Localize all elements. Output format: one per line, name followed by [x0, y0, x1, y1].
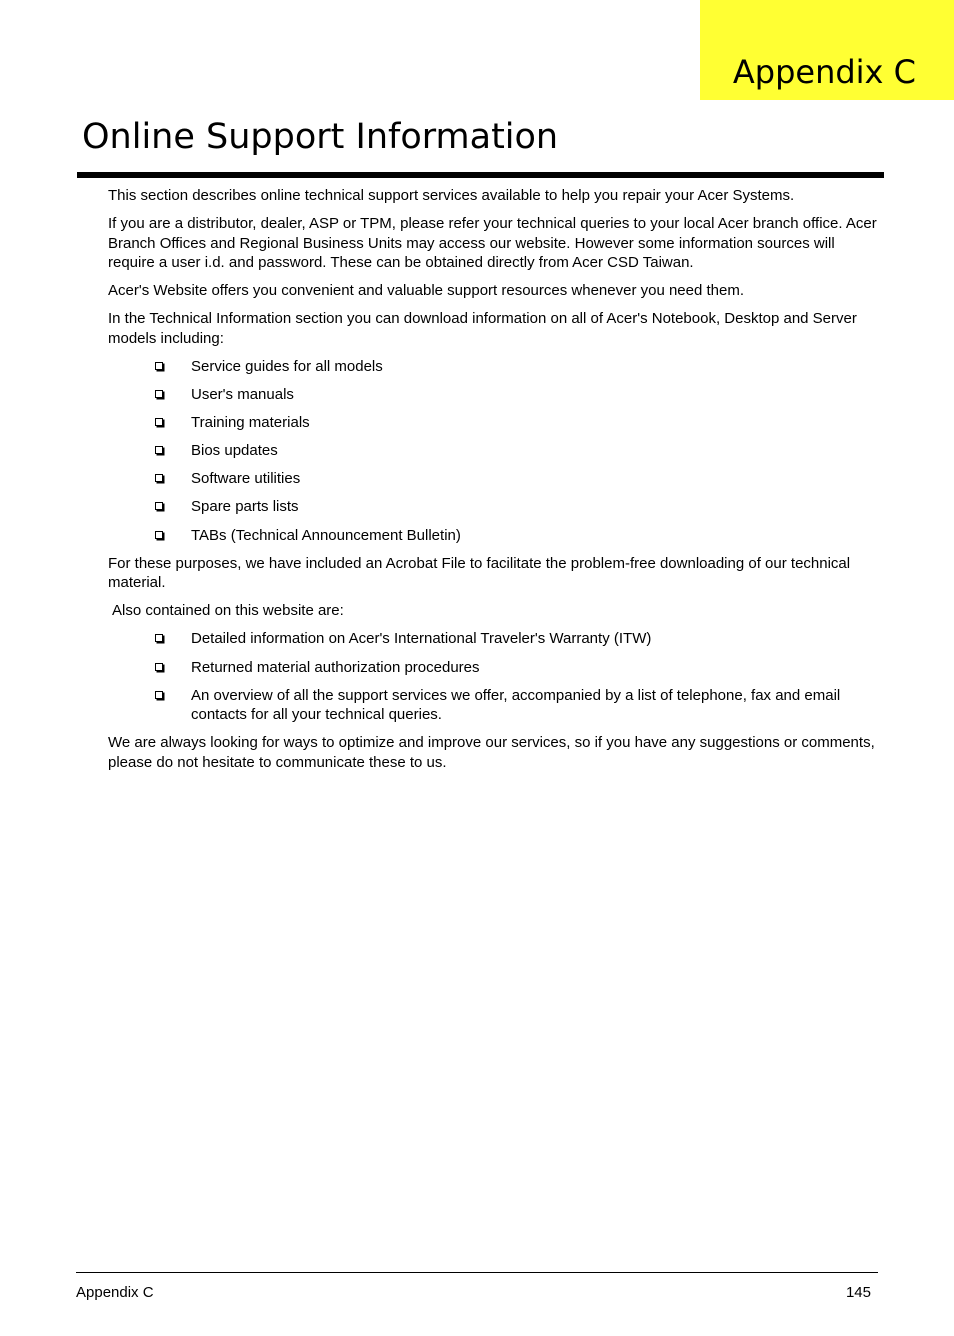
website-list: [108, 629, 884, 724]
list-item: [108, 629, 884, 649]
footer-divider: [76, 1272, 878, 1273]
checkbox-bullet-icon: [155, 446, 163, 454]
list-item-text: Service guides for all models: [191, 357, 383, 375]
list-item-text: Detailed information on Acer's International Traveler's Warranty (ITW): [191, 630, 652, 648]
list-item: [108, 469, 884, 489]
checkbox-bullet-icon: [155, 362, 163, 370]
page-title: Online Support Information: [82, 117, 559, 157]
checkbox-bullet-icon: [155, 502, 163, 510]
list-item-text: Bios updates: [191, 442, 278, 460]
intro-paragraph: This section describes online technical support services available to help you repair your Acer Systems.: [108, 187, 795, 204]
list-item: [108, 526, 884, 546]
list-item-text: Training materials: [191, 413, 310, 431]
list-item: [108, 658, 884, 678]
list-item: [108, 441, 884, 461]
footer-page-number: 145: [845, 1284, 871, 1301]
closing-paragraph: We are always looking for ways to optimize and improve our services, so if you have any suggestions or comments, please do not hesitate to communicate these to us.: [108, 734, 875, 771]
list-item-text: An overview of all the support services we offer, accompanied by a list of telephone, fax and email contacts for all your technical queries.: [191, 686, 841, 724]
checkbox-bullet-icon: [155, 418, 163, 426]
list-item: [108, 357, 884, 377]
list-item-text: Spare parts lists: [191, 498, 299, 516]
website-paragraph: Acer's Website offers you convenient and valuable support resources whenever you need them.: [108, 282, 745, 299]
list-item: [108, 686, 884, 725]
also-contained-paragraph: Also contained on this website are:: [112, 602, 344, 620]
list-item: [108, 497, 884, 517]
list-item: [108, 413, 884, 433]
footer-section-label: Appendix C: [76, 1284, 154, 1301]
checkbox-bullet-icon: [155, 531, 163, 539]
appendix-tab: [700, 0, 954, 100]
technical-info-paragraph: In the Technical Information section you can download information on all of Acer's Notebook, Desktop and Server models including:: [108, 310, 857, 347]
list-item-text: Software utilities: [191, 470, 301, 488]
checkbox-bullet-icon: [155, 474, 163, 482]
main-content: [108, 186, 884, 781]
distributor-paragraph: If you are a distributor, dealer, ASP or TPM, please refer your technical queries to your local Acer branch office. Acer Branch Offices and Regional Business Units may access our website. However some information sources will require a user i.d. and password. These can be obtained directly from Acer CSD Taiwan.: [108, 215, 877, 271]
acrobat-paragraph: For these purposes, we have included an Acrobat File to facilitate the problem-free downloading of our technical material.: [108, 554, 851, 592]
list-item-text: User's manuals: [191, 385, 294, 403]
list-item-text: Returned material authorization procedures: [191, 658, 480, 676]
list-item: [108, 385, 884, 405]
checkbox-bullet-icon: [155, 634, 163, 642]
downloads-list: [108, 357, 884, 546]
list-item-text: TABs (Technical Announcement Bulletin): [191, 526, 461, 544]
appendix-label: Appendix C: [732, 53, 916, 91]
checkbox-bullet-icon: [155, 663, 163, 671]
checkbox-bullet-icon: [155, 691, 163, 699]
checkbox-bullet-icon: [155, 390, 163, 398]
title-divider: [77, 172, 884, 178]
